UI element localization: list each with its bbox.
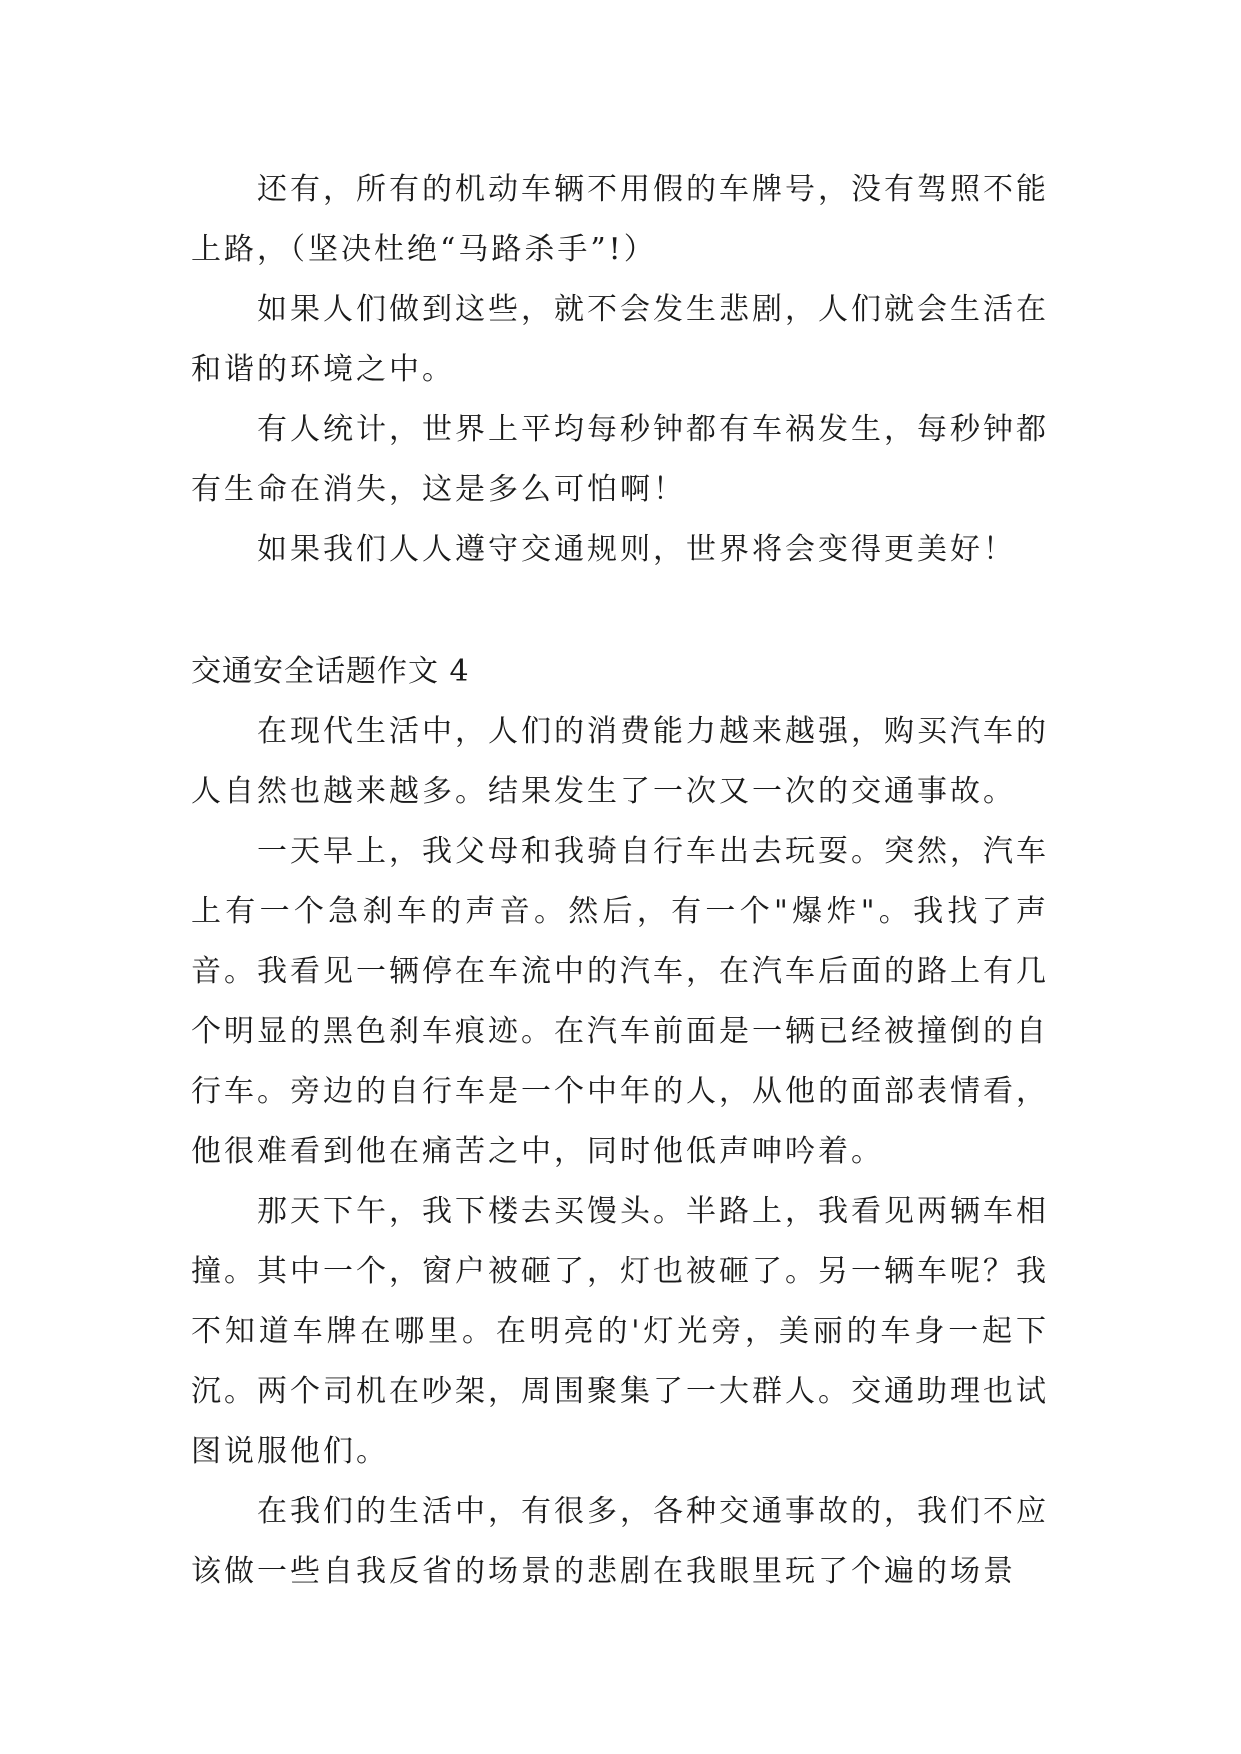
- paragraph: 在我们的生活中，有很多，各种交通事故的，我们不应该做一些自我反省的场景的悲剧在我眼里玩了个遍的场景: [191, 1494, 1049, 1589]
- paragraph: 那天下午，我下楼去买馒头。半路上，我看见两辆车相撞。其中一个，窗户被砸了，灯也被砸了。另一辆车呢？我不知道车牌在哪里。在明亮的'灯光旁，美丽的车身一起下沉。两个司机在吵架，周围聚集了一大群人。交通助理也试图说服他们。: [191, 1194, 1049, 1469]
- paragraph: 有人统计，世界上平均每秒钟都有车祸发生，每秒钟都有生命在消失，这是多么可怕啊！: [191, 412, 1049, 507]
- document-page: [191, 160, 1049, 1602]
- paragraph: 如果我们人人遵守交通规则，世界将会变得更美好！: [257, 532, 1016, 567]
- paragraph: 在现代生活中，人们的消费能力越来越强，购买汽车的人自然也越来越多。结果发生了一次又一次的交通事故。: [191, 714, 1049, 809]
- section-title: 交通安全话题作文 4: [191, 654, 470, 689]
- paragraph: 如果人们做到这些，就不会发生悲剧，人们就会生活在和谐的环境之中。: [191, 292, 1049, 387]
- paragraph: 一天早上，我父母和我骑自行车出去玩耍。突然，汽车上有一个急刹车的声音。然后，有一个"爆炸"。我找了声音。我看见一辆停在车流中的汽车，在汽车后面的路上有几个明显的黑色刹车痕迹。在汽车前面是一辆已经被撞倒的自行车。旁边的自行车是一个中年的人，从他的面部表情看，他很难看到他在痛苦之中，同时他低声呻吟着。: [191, 834, 1049, 1169]
- paragraph: 还有，所有的机动车辆不用假的车牌号，没有驾照不能上路，（坚决杜绝“马路杀手”!）: [191, 172, 1049, 267]
